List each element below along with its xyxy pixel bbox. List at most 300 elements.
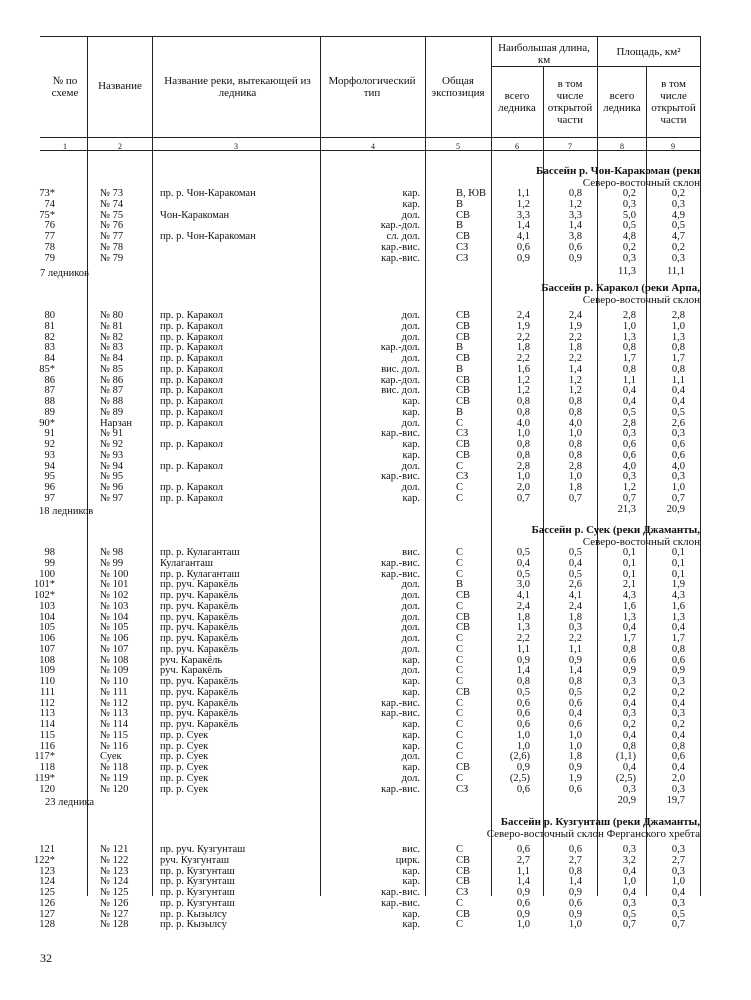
glacier-name: № 98 (100, 547, 124, 558)
length-open: 1,4 (568, 876, 582, 888)
scheme-number: 119* (34, 772, 55, 784)
glacier-name: № 76 (100, 220, 124, 232)
glacier-name: № 84 (100, 353, 124, 364)
scheme-number: 79 (44, 252, 55, 264)
length-total: 0,6 (516, 897, 530, 909)
area-total: 0,8 (622, 643, 636, 655)
length-open: 0,8 (568, 676, 582, 687)
river-name: руч. Кузгунташ (160, 854, 230, 866)
river-name: пр. руч. Каракёль (160, 579, 239, 591)
length-total: 2,0 (516, 482, 530, 493)
column-number: 2 (118, 142, 122, 151)
page-number: 32 (40, 951, 52, 965)
area-total: (1,1) (615, 751, 636, 763)
area-total: 1,7 (622, 353, 636, 364)
glacier-name: Суек (100, 751, 122, 763)
glacier-name: № 123 (100, 865, 129, 877)
section-subtitle: Северо-восточный склон (582, 177, 700, 189)
table-row (0, 397, 751, 407)
table-row (0, 920, 751, 930)
length-open: 0,9 (568, 908, 582, 920)
length-total: 0,5 (516, 547, 530, 558)
length-total: 2,2 (516, 633, 530, 644)
glacier-name: № 81 (100, 320, 124, 332)
area-total: 0,5 (622, 908, 636, 920)
exposition: СВ (456, 865, 471, 877)
length-total: 0,8 (516, 396, 530, 407)
scheme-number: 99 (44, 557, 55, 569)
morph-type: кар. (402, 396, 420, 407)
exposition: СЗ (456, 428, 469, 440)
area-total: 0,4 (622, 729, 636, 741)
area-open: 1,0 (671, 320, 685, 332)
area-open: 0,8 (671, 363, 685, 375)
area-total: 3,2 (622, 854, 636, 866)
morph-type: дол. (401, 633, 420, 644)
area-open: 0,6 (671, 449, 685, 461)
length-open: 1,0 (568, 740, 582, 752)
table-top-rule (40, 36, 700, 37)
river-name: пр. руч. Каракёль (160, 590, 239, 601)
river-name: пр. р. Каракол (160, 439, 223, 450)
column-number: 1 (63, 142, 67, 151)
morph-type: дол. (401, 579, 420, 591)
river-name: пр. руч. Каракёль (160, 686, 239, 698)
area-total: 0,7 (622, 919, 636, 931)
length-open: 1,0 (568, 729, 582, 741)
length-total: 0,5 (516, 568, 530, 580)
morph-type: дол. (401, 209, 420, 221)
scheme-number: 121 (39, 844, 55, 855)
length-total: 0,8 (516, 439, 530, 450)
area-open: 0,3 (671, 708, 685, 720)
header-scheme-number: № по схеме (51, 75, 79, 99)
morph-type: кар.-вис. (381, 252, 420, 264)
river-name: пр. руч. Каракёль (160, 719, 239, 730)
area-total: 0,4 (622, 622, 636, 634)
exposition: В (456, 579, 464, 591)
glacier-name: № 74 (100, 198, 124, 210)
exposition: СВ (456, 908, 471, 920)
glacier-name: № 80 (100, 310, 124, 321)
section-area-open-total: 19,7 (666, 795, 685, 806)
table-row (0, 548, 751, 558)
morph-type: дол. (401, 600, 420, 612)
table-row (0, 429, 751, 439)
table-row (0, 311, 751, 321)
length-open: 0,5 (568, 568, 582, 580)
river-name: пр. р. Кузгунташ (160, 887, 235, 898)
length-open: 0,9 (568, 654, 582, 666)
exposition: С (456, 654, 464, 666)
length-total: 0,6 (516, 708, 530, 720)
exposition: С (456, 897, 464, 909)
exposition: СЗ (456, 887, 469, 898)
length-open: 0,6 (568, 844, 582, 855)
morph-type: кар. (402, 762, 420, 773)
column-number: 8 (620, 142, 624, 151)
section-title: Бассейн р. Каракол (реки Арпа, (541, 282, 700, 294)
scheme-number: 110 (39, 676, 55, 687)
river-name: пр. р. Каракол (160, 417, 223, 429)
length-total: 1,1 (516, 643, 530, 655)
area-open: 2,8 (671, 310, 685, 321)
area-open: 0,3 (671, 844, 685, 855)
glacier-name: № 100 (100, 568, 129, 580)
exposition: С (456, 719, 464, 730)
exposition: В (456, 220, 464, 232)
area-open: 0,3 (671, 865, 685, 877)
glacier-name: № 118 (100, 762, 129, 773)
morph-type: кар.-вис. (381, 897, 420, 909)
scheme-number: 127 (39, 908, 55, 920)
morph-type: дол. (401, 665, 420, 677)
glacier-name: № 114 (100, 719, 129, 730)
scheme-number: 73* (39, 188, 55, 199)
morph-type: кар. (402, 449, 420, 461)
area-total: 0,4 (622, 887, 636, 898)
length-open: 0,8 (568, 406, 582, 418)
area-open: 4,3 (671, 590, 685, 601)
table-row (0, 343, 751, 353)
length-total: 4,0 (516, 417, 530, 429)
length-total: 0,7 (516, 492, 530, 504)
area-open: 0,6 (671, 654, 685, 666)
area-open: 0,4 (671, 396, 685, 407)
area-open: 2,7 (671, 854, 685, 866)
area-open: 2,0 (671, 772, 685, 784)
scheme-number: 83 (44, 342, 55, 354)
river-name: пр. руч. Каракёль (160, 622, 239, 634)
area-total: 0,1 (622, 557, 636, 569)
scheme-number: 75* (39, 209, 55, 221)
section-subtitle: Северо-восточный склон (582, 536, 700, 548)
section-area-open-total: 20,9 (666, 504, 685, 515)
length-total: 0,6 (516, 783, 530, 795)
length-total: 2,7 (516, 854, 530, 866)
length-open: 2,2 (568, 353, 582, 364)
section-title: Бассейн р. Суек (реки Джаманты, (531, 524, 700, 536)
length-open: 1,4 (568, 220, 582, 232)
area-total: 0,2 (622, 686, 636, 698)
exposition: СВ (456, 686, 471, 698)
header-max-length: Наибольшая длина, км (498, 42, 590, 66)
glacier-name: № 115 (100, 729, 129, 741)
length-total: 1,0 (516, 729, 530, 741)
table-row (0, 677, 751, 687)
area-total: 1,3 (622, 331, 636, 343)
area-open: 1,3 (671, 331, 685, 343)
exposition: С (456, 740, 464, 752)
column-number: 5 (456, 142, 460, 151)
table-row (0, 602, 751, 612)
exposition: С (456, 676, 464, 687)
glacier-name: № 75 (100, 209, 124, 221)
area-open: 0,4 (671, 622, 685, 634)
table-row (0, 494, 751, 504)
area-total: 0,2 (622, 188, 636, 199)
length-open: 2,7 (568, 854, 582, 866)
length-total: 0,8 (516, 406, 530, 418)
length-total: 0,8 (516, 449, 530, 461)
length-open: 2,2 (568, 331, 582, 343)
scheme-number: 100 (39, 568, 55, 580)
scheme-number: 81 (44, 320, 55, 332)
exposition: СВ (456, 854, 471, 866)
length-open: 0,4 (568, 557, 582, 569)
morph-type: кар. (402, 686, 420, 698)
table-row (0, 845, 751, 855)
glacier-name: № 88 (100, 396, 124, 407)
area-open: 1,1 (671, 374, 685, 386)
morph-type: дол. (401, 417, 420, 429)
length-open: 0,5 (568, 547, 582, 558)
scheme-number: 128 (39, 919, 55, 931)
area-open: 0,4 (671, 762, 685, 773)
glacier-name: № 120 (100, 783, 129, 795)
exposition: СВ (456, 396, 471, 407)
glacier-name: № 121 (100, 844, 129, 855)
morph-type: сл. дол. (386, 231, 420, 242)
area-total: 0,3 (622, 198, 636, 210)
glacier-name: № 94 (100, 460, 124, 472)
scheme-number: 82 (44, 331, 55, 343)
area-open: 0,2 (671, 241, 685, 253)
morph-type: дол. (401, 310, 420, 321)
exposition: СЗ (456, 241, 469, 253)
glacier-name: № 91 (100, 428, 124, 440)
area-open: 4,9 (671, 209, 685, 221)
length-total: (2,6) (509, 751, 530, 763)
length-open: 0,4 (568, 708, 582, 720)
section-area-total: 21,3 (617, 504, 636, 515)
exposition: СВ (456, 876, 471, 888)
river-name: Чон-Каракоман (160, 209, 230, 221)
scheme-number: 77 (44, 231, 55, 242)
area-open: 2,6 (671, 417, 685, 429)
scheme-number: 108 (39, 654, 55, 666)
exposition: СВ (456, 449, 471, 461)
length-open: 1,8 (568, 342, 582, 354)
length-total: 0,6 (516, 719, 530, 730)
area-open: 0,6 (671, 439, 685, 450)
table-row (0, 221, 751, 231)
glacier-name: № 106 (100, 633, 129, 644)
area-open: 0,2 (671, 686, 685, 698)
length-open: 1,2 (568, 374, 582, 386)
length-total: 2,4 (516, 600, 530, 612)
table-row (0, 763, 751, 773)
length-total: 4,1 (516, 590, 530, 601)
length-total: 0,6 (516, 844, 530, 855)
table-row (0, 559, 751, 569)
column-number: 3 (234, 142, 238, 151)
area-total: 0,2 (622, 241, 636, 253)
glacier-name: № 78 (100, 241, 124, 253)
morph-type: кар. (402, 492, 420, 504)
area-open: 0,4 (671, 697, 685, 709)
table-row (0, 254, 751, 264)
river-name: пр. р. Суек (160, 740, 209, 752)
area-total: 0,6 (622, 439, 636, 450)
area-total: 1,0 (622, 320, 636, 332)
morph-type: дол. (401, 353, 420, 364)
scheme-number: 126 (39, 897, 55, 909)
length-open: 0,6 (568, 241, 582, 253)
length-open: 1,8 (568, 611, 582, 623)
length-total: 2,2 (516, 353, 530, 364)
glacier-name: № 101 (100, 579, 129, 591)
exposition: СВ (456, 209, 471, 221)
area-total: 0,4 (622, 385, 636, 397)
scheme-number: 92 (44, 439, 55, 450)
area-open: 0,3 (671, 897, 685, 909)
area-open: 0,1 (671, 568, 685, 580)
table-row (0, 752, 751, 762)
table-row (0, 451, 751, 461)
river-name: пр. р. Кулаганташ (160, 547, 240, 558)
exposition: С (456, 751, 464, 763)
glacier-name: № 127 (100, 908, 129, 920)
table-row (0, 376, 751, 386)
length-total: 2,2 (516, 331, 530, 343)
area-open: 4,0 (671, 460, 685, 472)
area-total: 0,3 (622, 897, 636, 909)
morph-type: кар. (402, 865, 420, 877)
river-name: пр. р. Каракол (160, 396, 223, 407)
glacier-name: № 73 (100, 188, 124, 199)
area-open: 0,8 (671, 643, 685, 655)
morph-type: вис. (402, 547, 420, 558)
length-open: 0,8 (568, 449, 582, 461)
area-total: 1,3 (622, 611, 636, 623)
area-open: 0,4 (671, 887, 685, 898)
section-glacier-count: 18 ледников (39, 506, 94, 517)
morph-type: кар. (402, 729, 420, 741)
area-total: 0,3 (622, 708, 636, 720)
scheme-number: 109 (39, 665, 55, 677)
exposition: С (456, 633, 464, 644)
length-total: 1,9 (516, 320, 530, 332)
morph-type: дол. (401, 643, 420, 655)
length-open: 1,8 (568, 482, 582, 493)
table-row (0, 634, 751, 644)
area-total: 0,5 (622, 220, 636, 232)
length-total: 1,8 (516, 611, 530, 623)
morph-type: кар.-вис. (381, 428, 420, 440)
length-open: 2,2 (568, 633, 582, 644)
area-open: 1,7 (671, 353, 685, 364)
area-open: 0,8 (671, 342, 685, 354)
area-total: 4,0 (622, 460, 636, 472)
scheme-number: 112 (39, 697, 55, 709)
morph-type: кар.-вис. (381, 471, 420, 483)
area-total: 0,4 (622, 865, 636, 877)
length-total: 1,0 (516, 740, 530, 752)
morph-type: кар. (402, 188, 420, 199)
area-total: 0,3 (622, 252, 636, 264)
river-name: пр. р. Каракол (160, 320, 223, 332)
length-total: 1,2 (516, 374, 530, 386)
river-name: пр. руч. Каракёль (160, 697, 239, 709)
table-row (0, 656, 751, 666)
table-row (0, 322, 751, 332)
header-area-total: всего ледника (603, 90, 641, 114)
glacier-name: № 87 (100, 385, 124, 397)
river-name: пр. р. Кызылсу (160, 908, 227, 920)
scheme-number: 76 (44, 220, 55, 232)
river-name: пр. р. Каракол (160, 342, 223, 354)
subheader-rule (491, 66, 700, 67)
morph-type: дол. (401, 751, 420, 763)
length-total: 0,6 (516, 241, 530, 253)
scheme-number: 74 (44, 198, 55, 210)
length-open: 2,6 (568, 579, 582, 591)
river-name: пр. руч. Каракёль (160, 600, 239, 612)
table-row (0, 613, 751, 623)
length-total: 0,4 (516, 557, 530, 569)
area-total: 0,3 (622, 428, 636, 440)
length-total: 1,8 (516, 342, 530, 354)
table-row (0, 200, 751, 210)
table-row (0, 189, 751, 199)
glacier-name: № 96 (100, 482, 124, 493)
river-name: пр. р. Каракол (160, 374, 223, 386)
column-number: 6 (515, 142, 519, 151)
glacier-name: № 79 (100, 252, 124, 264)
length-open: 0,8 (568, 396, 582, 407)
morph-type: кар.-вис. (381, 568, 420, 580)
morph-type: кар.-дол. (380, 220, 420, 232)
glacier-name: № 102 (100, 590, 129, 601)
area-total: (2,5) (615, 772, 636, 784)
scheme-number: 95 (44, 471, 55, 483)
morph-type: дол. (401, 331, 420, 343)
table-row (0, 232, 751, 242)
exposition: С (456, 557, 464, 569)
length-total: 1,4 (516, 665, 530, 677)
exposition: СВ (456, 611, 471, 623)
exposition: С (456, 665, 464, 677)
table-row (0, 211, 751, 221)
scheme-number: 124 (39, 876, 55, 888)
exposition: С (456, 643, 464, 655)
area-total: 0,6 (622, 449, 636, 461)
glacier-name: № 104 (100, 611, 129, 623)
length-total: 2,4 (516, 310, 530, 321)
scheme-number: 78 (44, 241, 55, 253)
table-row (0, 580, 751, 590)
area-open: 0,5 (671, 908, 685, 920)
length-total: 0,9 (516, 908, 530, 920)
river-name: пр. р. Кулаганташ (160, 568, 240, 580)
length-open: 0,9 (568, 887, 582, 898)
river-name: пр. р. Кызылсу (160, 919, 227, 931)
exposition: В (456, 198, 464, 210)
area-total: 0,2 (622, 719, 636, 730)
morph-type: дол. (401, 622, 420, 634)
river-name: пр. р. Каракол (160, 460, 223, 472)
exposition: СЗ (456, 252, 469, 264)
morph-type: дол. (401, 460, 420, 472)
morph-type: кар. (402, 919, 420, 931)
length-open: 2,4 (568, 310, 582, 321)
section-title: Бассейн р. Кузгунташ (реки Джаманты, (500, 816, 700, 828)
river-name: пр. руч. Каракёль (160, 676, 239, 687)
table-row (0, 888, 751, 898)
morph-type: кар.-вис. (381, 887, 420, 898)
length-open: 0,7 (568, 492, 582, 504)
